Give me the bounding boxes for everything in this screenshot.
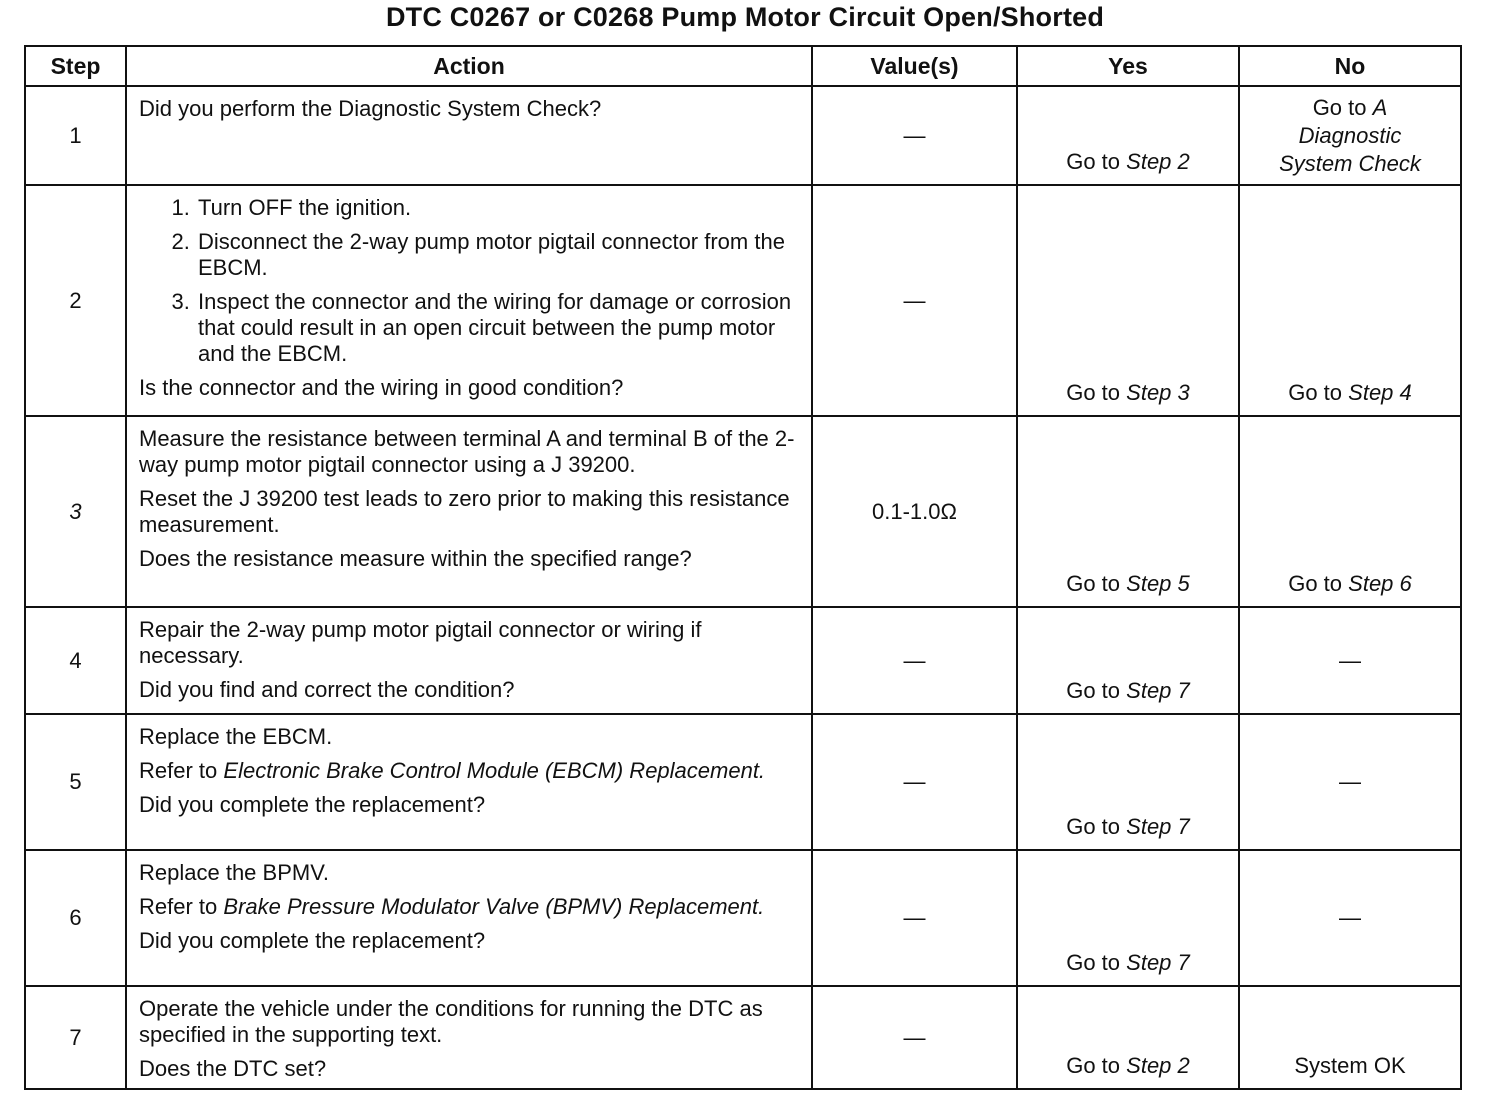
yes-link[interactable]: Step 3 xyxy=(1126,380,1190,405)
action-text: Measure the resistance between terminal A and terminal B of the 2-way pump motor pigtail connector using a J 39200. xyxy=(139,426,795,477)
no-cell: — xyxy=(1239,850,1461,986)
no-link[interactable]: Step 4 xyxy=(1348,380,1412,405)
action-steps xyxy=(139,195,801,367)
action-text: Operate the vehicle under the conditions for running the DTC as specified in the supporting text. xyxy=(139,996,763,1047)
step-number: 6 xyxy=(25,850,126,986)
yes-cell xyxy=(1017,416,1239,607)
action-reference xyxy=(139,758,801,784)
header-no: No xyxy=(1239,46,1461,86)
step-number: 7 xyxy=(25,986,126,1089)
yes-cell xyxy=(1017,714,1239,850)
step-number: 3 xyxy=(25,416,126,607)
yes-cell xyxy=(1017,986,1239,1089)
no-link-cont[interactable]: System Check xyxy=(1279,150,1421,176)
no-prefix: Go to xyxy=(1288,571,1343,596)
yes-cell xyxy=(1017,850,1239,986)
yes-prefix: Go to xyxy=(1066,678,1121,703)
yes-prefix: Go to xyxy=(1066,149,1121,174)
table-row xyxy=(25,986,1461,1089)
yes-prefix: Go to xyxy=(1066,1053,1121,1078)
table-row xyxy=(25,185,1461,416)
action-step: 1. Turn OFF the ignition. xyxy=(196,195,801,221)
step-number: 4 xyxy=(25,607,126,714)
step-number: 5 xyxy=(25,714,126,850)
yes-link[interactable]: Step 2 xyxy=(1126,1053,1190,1078)
action-cell xyxy=(126,86,812,185)
header-action: Action xyxy=(126,46,812,86)
step-number: 2 xyxy=(25,185,126,416)
reference-prefix: Refer to xyxy=(139,894,218,919)
reference-link[interactable]: Brake Pressure Modulator Valve (BPMV) Replacement. xyxy=(223,894,765,919)
yes-link[interactable]: Step 7 xyxy=(1126,678,1190,703)
no-link-cont[interactable]: Diagnostic xyxy=(1298,122,1402,148)
header-row xyxy=(25,46,1461,86)
table-row xyxy=(25,850,1461,986)
action-cell xyxy=(126,714,812,850)
action-text: Repair the 2-way pump motor pigtail connector or wiring if necessary. xyxy=(139,617,702,668)
action-step: 3. Inspect the connector and the wiring for damage or corrosion that could result in an open circuit between the pump motor and the EBCM. xyxy=(196,289,801,367)
no-cell xyxy=(1239,86,1461,185)
no-link[interactable]: Step 6 xyxy=(1348,571,1412,596)
table-row xyxy=(25,416,1461,607)
action-question: Did you complete the replacement? xyxy=(139,928,486,953)
action-question: Did you find and correct the condition? xyxy=(139,677,515,702)
action-question: Did you complete the replacement? xyxy=(139,792,486,817)
no-cell: — xyxy=(1239,714,1461,850)
yes-cell xyxy=(1017,86,1239,185)
value-cell: — xyxy=(812,86,1017,185)
yes-prefix: Go to xyxy=(1066,571,1121,596)
reference-prefix: Refer to xyxy=(139,758,218,783)
yes-link[interactable]: Step 7 xyxy=(1126,814,1190,839)
page-title: DTC C0267 or C0268 Pump Motor Circuit Open/Shorted xyxy=(385,2,1105,32)
action-question: Is the connector and the wiring in good condition? xyxy=(139,375,624,400)
no-prefix: Go to xyxy=(1288,380,1343,405)
yes-cell xyxy=(1017,185,1239,416)
header-step: Step xyxy=(25,46,126,86)
no-link[interactable]: A xyxy=(1372,94,1388,120)
no-cell xyxy=(1239,185,1461,416)
table-row xyxy=(25,86,1461,185)
value-cell: — xyxy=(812,185,1017,416)
value-cell: — xyxy=(812,986,1017,1089)
action-cell xyxy=(126,607,812,714)
no-prefix: Go to xyxy=(1312,94,1367,120)
no-cell xyxy=(1239,416,1461,607)
action-cell xyxy=(126,850,812,986)
step-number: 1 xyxy=(25,86,126,185)
action-cell xyxy=(126,416,812,607)
table-row xyxy=(25,714,1461,850)
action-text: Did you perform the Diagnostic System Check? xyxy=(139,96,602,121)
yes-link[interactable]: Step 5 xyxy=(1126,571,1190,596)
action-cell xyxy=(126,986,812,1089)
header-values: Value(s) xyxy=(812,46,1017,86)
action-question: Does the DTC set? xyxy=(139,1056,327,1081)
action-text: Reset the J 39200 test leads to zero prior to making this resistance measurement. xyxy=(139,486,790,537)
action-cell xyxy=(126,185,812,416)
no-cell: System OK xyxy=(1239,986,1461,1089)
diagnostic-table xyxy=(24,45,1462,1090)
action-step: 2. Disconnect the 2-way pump motor pigtail connector from the EBCM. xyxy=(196,229,801,281)
yes-link[interactable]: Step 2 xyxy=(1126,149,1190,174)
action-question: Does the resistance measure within the specified range? xyxy=(139,546,692,571)
action-text: Replace the EBCM. xyxy=(139,724,333,749)
value-cell: 0.1-1.0Ω xyxy=(812,416,1017,607)
value-cell: — xyxy=(812,607,1017,714)
value-cell: — xyxy=(812,850,1017,986)
yes-cell xyxy=(1017,607,1239,714)
yes-link[interactable]: Step 7 xyxy=(1126,950,1190,975)
yes-prefix: Go to xyxy=(1066,950,1121,975)
table-row xyxy=(25,607,1461,714)
yes-prefix: Go to xyxy=(1066,380,1121,405)
value-cell: — xyxy=(812,714,1017,850)
no-cell: — xyxy=(1239,607,1461,714)
yes-prefix: Go to xyxy=(1066,814,1121,839)
header-yes: Yes xyxy=(1017,46,1239,86)
reference-link[interactable]: Electronic Brake Control Module (EBCM) Replacement. xyxy=(223,758,766,783)
action-text: Replace the BPMV. xyxy=(139,860,329,885)
action-reference xyxy=(139,894,801,920)
